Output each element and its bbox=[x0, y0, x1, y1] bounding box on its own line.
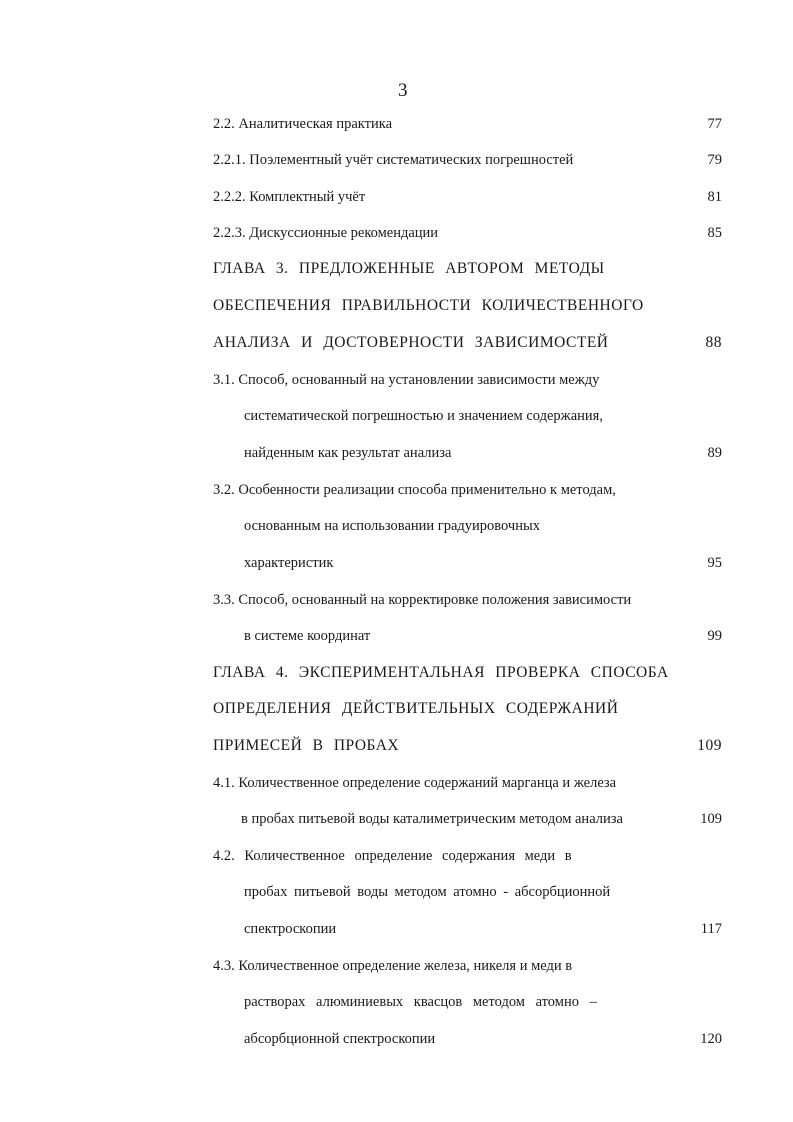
toc-entry-page: 120 bbox=[700, 1031, 722, 1047]
toc-entry-page: 81 bbox=[707, 189, 722, 205]
toc-entry-text: 4.3. Количественное определение железа, никеля и меди в bbox=[213, 958, 573, 974]
toc-entry-text: ГЛАВА 3. ПРЕДЛОЖЕННЫЕ АВТОРОМ МЕТОДЫ bbox=[213, 260, 605, 277]
toc-entry-text: растворах алюминиевых квасцов методом атомно – bbox=[244, 994, 597, 1010]
toc-entry-page: 79 bbox=[707, 152, 722, 168]
toc-entry-text: в системе координат bbox=[244, 628, 371, 644]
toc-entry-text: 2.2.2. Комплектный учёт bbox=[213, 189, 366, 205]
toc-entry-text: 2.2.3. Дискуссионные рекомендации bbox=[213, 225, 439, 241]
toc-entry-page: 117 bbox=[700, 921, 722, 937]
toc-entry-page: 89 bbox=[707, 445, 722, 461]
toc-entry-text: характеристик bbox=[244, 555, 334, 571]
toc-entry-page: 85 bbox=[707, 225, 722, 241]
toc-entry-text: 4.1. Количественное определение содержаний марганца и железа bbox=[213, 775, 617, 791]
toc-entry-text: ОПРЕДЕЛЕНИЯ ДЕЙСТВИТЕЛЬНЫХ СОДЕРЖАНИЙ bbox=[213, 700, 619, 717]
toc-entry-text: 4.2. Количественное определение содержания меди в bbox=[213, 848, 572, 864]
toc-entry-text: АНАЛИЗА И ДОСТОВЕРНОСТИ ЗАВИСИМОСТЕЙ bbox=[213, 334, 609, 351]
toc-entry-text: пробах питьевой воды методом атомно - абсорбционной bbox=[244, 884, 611, 900]
toc-entry-text: ПРИМЕСЕЙ В ПРОБАХ bbox=[213, 737, 400, 754]
toc-entry-text: 3.3. Способ, основанный на корректировке положения зависимости bbox=[213, 592, 632, 608]
toc-entry-page: 88 bbox=[705, 334, 722, 351]
toc-entry-text: 3.2. Особенности реализации способа применительно к методам, bbox=[213, 482, 616, 498]
toc-entry-text: абсорбционной спектроскопии bbox=[244, 1031, 436, 1047]
page-number: 3 bbox=[398, 80, 408, 101]
toc-entry-text: ГЛАВА 4. ЭКСПЕРИМЕНТАЛЬНАЯ ПРОВЕРКА СПОСОБА bbox=[213, 664, 669, 681]
toc-entry-page: 109 bbox=[700, 811, 722, 827]
toc-entry-text: найденным как результат анализа bbox=[244, 445, 452, 461]
toc-entry-text: в пробах питьевой воды каталиметрическим методом анализа bbox=[241, 811, 623, 827]
toc-entry-page: 77 bbox=[707, 116, 722, 132]
toc-entry-page: 95 bbox=[707, 555, 722, 571]
toc-entry-text: 2.2.1. Поэлементный учёт систематических погрешностей bbox=[213, 152, 574, 168]
toc-entry-page: 109 bbox=[697, 737, 722, 754]
toc-entry-text: 3.1. Способ, основанный на установлении зависимости между bbox=[213, 372, 600, 388]
toc-entry-page: 99 bbox=[707, 628, 722, 644]
toc-entry-text: систематической погрешностью и значением содержания, bbox=[244, 408, 603, 424]
toc-entry-text: основанным на использовании градуировочных bbox=[244, 518, 540, 534]
toc-entry-text: спектроскопии bbox=[244, 921, 337, 937]
toc-entry-text: 2.2. Аналитическая практика bbox=[213, 116, 392, 132]
toc-entry-text: ОБЕСПЕЧЕНИЯ ПРАВИЛЬНОСТИ КОЛИЧЕСТВЕННОГО bbox=[213, 297, 644, 314]
